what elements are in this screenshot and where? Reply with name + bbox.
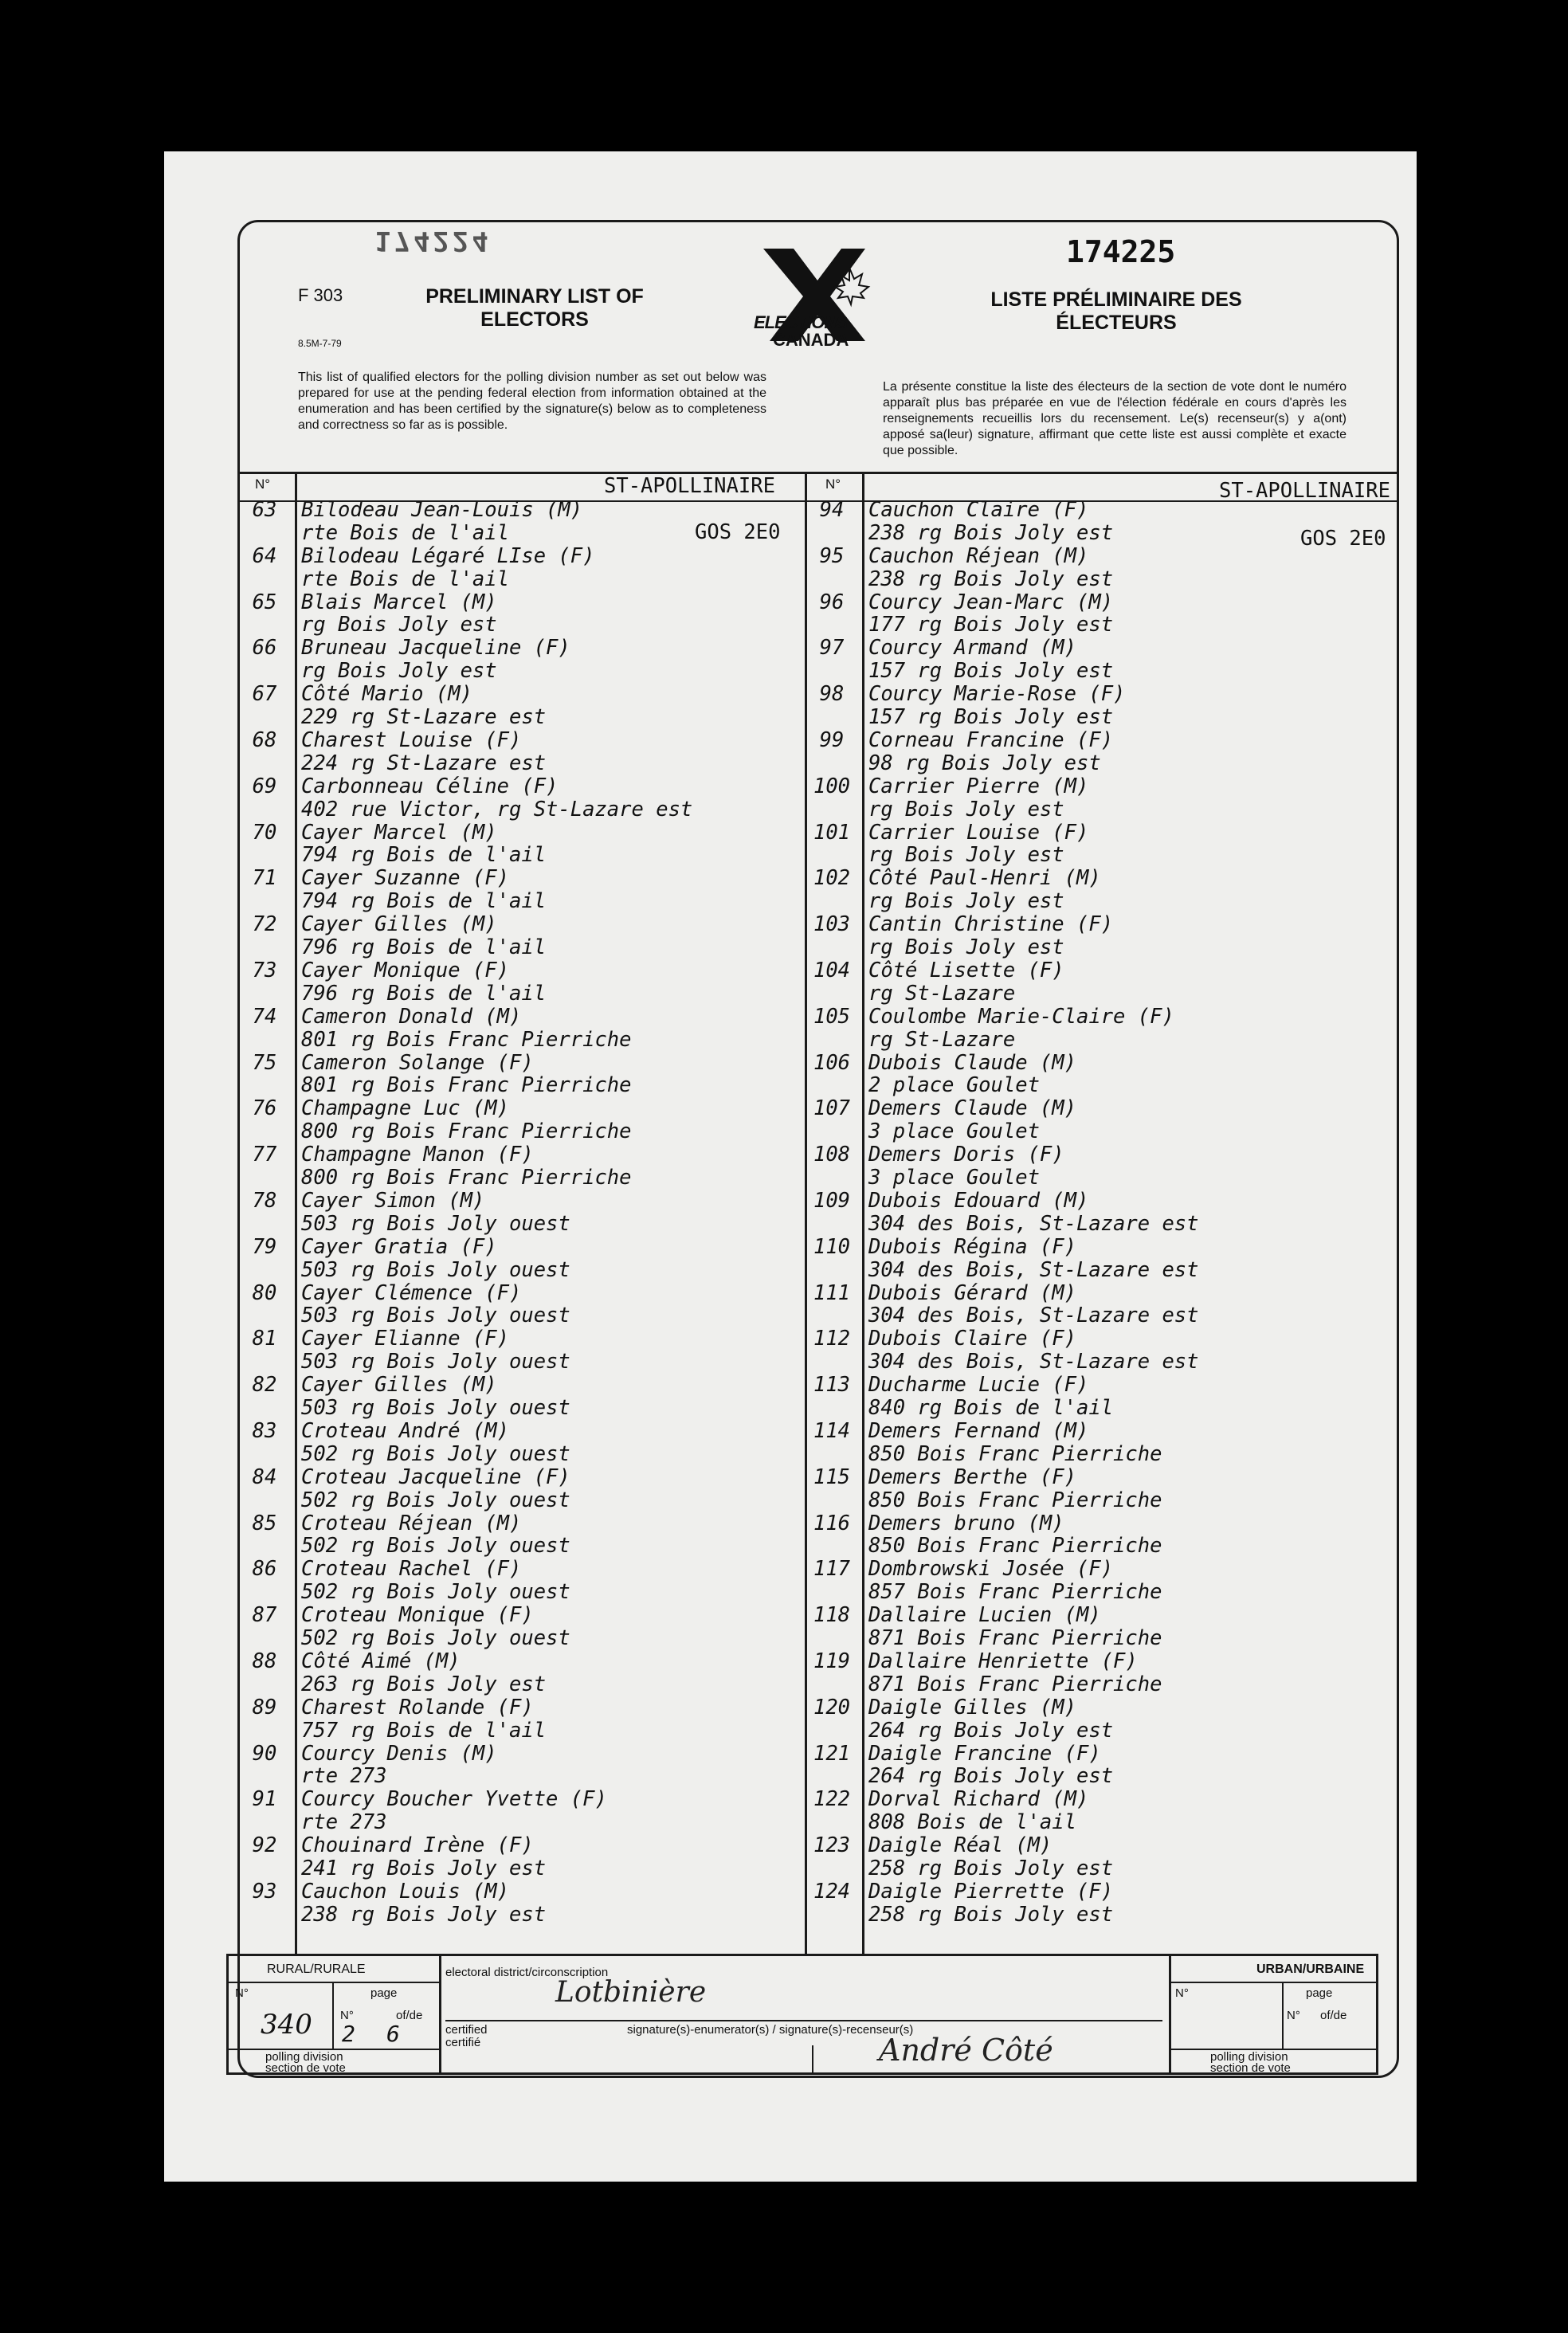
serial-number: 174225	[1066, 234, 1176, 269]
elector-number: 114	[813, 1418, 851, 1443]
elector-address: 2 place Goulet	[868, 1073, 1040, 1098]
elector-name: Dubois Claire (F)	[868, 1327, 1076, 1351]
elector-name: Courcy Denis (M)	[301, 1741, 497, 1766]
rural-label: RURAL/RURALE	[267, 1962, 366, 1976]
elector-address: 402 rue Victor, rg St-Lazare est	[301, 797, 693, 821]
elector-name: Daigle Pierrette (F)	[868, 1879, 1114, 1904]
elector-address: 263 rg Bois Joly est	[301, 1672, 547, 1696]
elector-address: 3 place Goulet	[868, 1119, 1040, 1144]
elector-entry	[805, 958, 1399, 1004]
elector-name: Cauchon Louis (M)	[301, 1879, 509, 1904]
elector-name: Dorval Richard (M)	[868, 1787, 1089, 1812]
elector-number: 80	[252, 1280, 277, 1305]
postal-code-left: GOS 2E0	[695, 520, 781, 544]
urban-no-label: N°	[1175, 1986, 1189, 2000]
elector-address: 871 Bois Franc Pierriche	[868, 1672, 1162, 1696]
elector-address: 304 des Bois, St-Lazare est	[868, 1350, 1199, 1374]
elector-address: 264 rg Bois Joly est	[868, 1764, 1114, 1789]
elector-name: Cayer Marcel (M)	[301, 820, 497, 845]
elector-address: 224 rg St-Lazare est	[301, 751, 547, 775]
elector-address: 840 rg Bois de l'ail	[868, 1396, 1114, 1421]
elector-address: 238 rg Bois Joly est	[868, 520, 1114, 545]
elector-address: rg Bois Joly est	[301, 613, 497, 637]
elector-number: 82	[252, 1373, 277, 1398]
elector-name: Demers Claude (M)	[868, 1096, 1076, 1121]
elector-number: 86	[252, 1557, 277, 1582]
elector-name: Blais Marcel (M)	[301, 590, 497, 614]
elector-entry	[237, 1188, 805, 1234]
elector-name: Dallaire Henriette (F)	[868, 1649, 1138, 1673]
elector-entry	[805, 774, 1399, 820]
rural-no-label: N°	[235, 1986, 249, 2000]
elector-entry	[805, 1741, 1399, 1787]
elector-number: 76	[252, 1096, 277, 1121]
elector-entry	[237, 1234, 805, 1280]
elector-address: 238 rg Bois Joly est	[868, 567, 1114, 591]
elector-number: 93	[252, 1879, 277, 1904]
elector-address: 503 rg Bois Joly ouest	[301, 1211, 570, 1236]
elector-name: Demers Doris (F)	[868, 1143, 1064, 1167]
elector-number: 63	[252, 498, 277, 522]
elector-entry	[237, 635, 805, 684]
elector-number: 107	[813, 1096, 851, 1121]
elector-address: 503 rg Bois Joly ouest	[301, 1350, 570, 1374]
elector-address: rte 273	[301, 1810, 387, 1835]
elector-name: Cayer Gilles (M)	[301, 1373, 497, 1398]
elector-entry	[805, 1418, 1399, 1464]
form-date: 8.5M-7-79	[298, 338, 342, 349]
elector-address: 3 place Goulet	[868, 1166, 1040, 1190]
elector-number: 117	[813, 1557, 851, 1582]
elector-name: Courcy Jean-Marc (M)	[868, 590, 1114, 614]
elector-name: Demers bruno (M)	[868, 1511, 1064, 1535]
elector-entry	[237, 1879, 805, 1925]
elector-name: Côté Mario (M)	[301, 682, 472, 707]
enumerator-signature: André Côté	[879, 2033, 1053, 2068]
elector-name: Bilodeau Légaré LIse (F)	[301, 543, 595, 568]
elector-name: Champagne Manon (F)	[301, 1143, 534, 1167]
rural-polling-division: polling division	[265, 2050, 343, 2064]
elector-address: rte Bois de l'ail	[301, 520, 509, 545]
title-french: LISTE PRÉLIMINAIRE DES ÉLECTEURS	[990, 288, 1242, 334]
elector-entry	[237, 774, 805, 820]
elector-entry	[237, 543, 805, 590]
elector-name: Dubois Régina (F)	[868, 1234, 1076, 1259]
rural-of-label: of/de	[396, 2009, 423, 2022]
footer-box	[226, 1954, 1378, 2075]
elector-entry	[237, 1556, 805, 1605]
elector-address: 304 des Bois, St-Lazare est	[868, 1211, 1199, 1236]
elector-address: rg Bois Joly est	[868, 843, 1064, 868]
elector-number: 124	[813, 1879, 851, 1904]
elector-number: 89	[252, 1695, 277, 1719]
elector-name: Daigle Francine (F)	[868, 1741, 1101, 1766]
elector-entry	[805, 1879, 1399, 1925]
elector-number: 97	[819, 636, 845, 661]
urban-page-no-label: N°	[1287, 2009, 1300, 2022]
elector-name: Dubois Edouard (M)	[868, 1188, 1089, 1213]
intro-english: This list of qualified electors for the polling division number as set out below was prepared for use at the pending federal election from information obtained at the enumeration and has been certified by the signature(s) below as to completeness and correctness so far as is possible.	[298, 371, 766, 432]
elector-name: Daigle Réal (M)	[868, 1833, 1053, 1858]
rural-page-no-label: N°	[340, 2009, 354, 2022]
elector-address: 800 rg Bois Franc Pierriche	[301, 1119, 632, 1144]
elector-name: Côté Lisette (F)	[868, 958, 1064, 982]
signature-label: signature(s)-enumerator(s) / signature(s)-recenseur(s)	[627, 2023, 914, 2037]
elector-name: Carrier Louise (F)	[868, 820, 1089, 845]
rural-section-de-vote: section de vote	[265, 2061, 346, 2075]
elector-number: 122	[813, 1787, 851, 1812]
elector-number: 106	[813, 1050, 851, 1075]
elector-number: 95	[819, 543, 845, 568]
elector-entry	[805, 1004, 1399, 1050]
certifie-label: certifié	[445, 2036, 481, 2049]
elector-entry	[237, 681, 805, 730]
urban-page-label: page	[1306, 1986, 1333, 2000]
electors-table	[237, 472, 1399, 1954]
elector-number: 67	[252, 682, 277, 707]
elector-address: 796 rg Bois de l'ail	[301, 935, 547, 960]
elector-number: 94	[819, 498, 845, 522]
elector-number: 99	[819, 727, 845, 752]
elector-number: 77	[252, 1143, 277, 1167]
polling-number: 340	[261, 2009, 312, 2041]
page-of-number: 6	[386, 2021, 400, 2047]
elector-entry	[805, 1280, 1399, 1327]
elector-address: 258 rg Bois Joly est	[868, 1857, 1114, 1880]
elector-address: 502 rg Bois Joly ouest	[301, 1626, 570, 1651]
elector-name: Cauchon Claire (F)	[868, 498, 1089, 522]
elector-number: 83	[252, 1418, 277, 1443]
elector-number: 74	[252, 1004, 277, 1029]
urban-of-label: of/de	[1320, 2009, 1347, 2022]
electoral-district-label: electoral district/circonscription	[445, 1966, 609, 1979]
elector-address: 794 rg Bois de l'ail	[301, 889, 547, 914]
elector-address: 238 rg Bois Joly est	[301, 1902, 547, 1927]
elector-number: 119	[813, 1649, 851, 1673]
elector-number: 65	[252, 590, 277, 614]
elector-entry	[237, 1142, 805, 1188]
elector-entry	[805, 1188, 1399, 1234]
elector-entry	[237, 1649, 805, 1695]
elector-entry	[237, 1326, 805, 1372]
elector-name: Charest Rolande (F)	[301, 1695, 534, 1719]
elector-name: Courcy Marie-Rose (F)	[868, 682, 1126, 707]
elector-number: 71	[252, 866, 277, 891]
stamp-number: 174224	[374, 225, 492, 257]
elector-number: 121	[813, 1741, 851, 1766]
elector-number: 116	[813, 1511, 851, 1535]
elector-name: Cayer Elianne (F)	[301, 1327, 509, 1351]
elector-number: 102	[813, 866, 851, 891]
elector-address: 850 Bois Franc Pierriche	[868, 1488, 1162, 1512]
elector-number: 90	[252, 1741, 277, 1766]
elector-number: 81	[252, 1327, 277, 1351]
electoral-district-value: Lotbinière	[555, 1976, 707, 2009]
elector-address: 757 rg Bois de l'ail	[301, 1718, 547, 1743]
elector-address: 258 rg Bois Joly est	[868, 1902, 1114, 1927]
elector-entry	[805, 635, 1399, 684]
elector-number: 92	[252, 1833, 277, 1858]
elector-number: 87	[252, 1603, 277, 1628]
elector-entry	[237, 865, 805, 912]
elector-entry	[805, 1602, 1399, 1649]
elector-address: rg Bois Joly est	[868, 797, 1064, 821]
elector-address: 796 rg Bois de l'ail	[301, 981, 547, 1006]
elector-number: 109	[813, 1188, 851, 1213]
elector-entry	[237, 727, 805, 774]
elector-name: Charest Louise (F)	[301, 727, 522, 752]
elector-name: Cayer Clémence (F)	[301, 1280, 522, 1305]
elector-entry	[237, 1418, 805, 1464]
elector-entry	[805, 1649, 1399, 1695]
elector-number: 108	[813, 1143, 851, 1167]
elector-name: Croteau Réjean (M)	[301, 1511, 522, 1535]
elector-address: 503 rg Bois Joly ouest	[301, 1304, 570, 1328]
elector-number: 84	[252, 1464, 277, 1489]
elector-number: 70	[252, 820, 277, 845]
elector-entry	[237, 912, 805, 958]
elector-entry	[805, 820, 1399, 866]
elector-number: 123	[813, 1833, 851, 1858]
elector-name: Champagne Luc (M)	[301, 1096, 509, 1121]
elector-entry	[805, 727, 1399, 774]
elector-name: Cauchon Réjean (M)	[868, 543, 1089, 568]
elector-address: 177 rg Bois Joly est	[868, 613, 1114, 637]
elector-name: Croteau Jacqueline (F)	[301, 1464, 570, 1489]
postal-code-right: GOS 2E0	[1300, 527, 1386, 551]
elector-entry	[805, 1050, 1399, 1096]
elector-name: Carbonneau Céline (F)	[301, 774, 559, 798]
elector-entry	[237, 958, 805, 1004]
elector-address: 871 Bois Franc Pierriche	[868, 1626, 1162, 1651]
elector-number: 110	[813, 1234, 851, 1259]
rural-page-label: page	[370, 1986, 398, 2000]
elector-entry	[805, 865, 1399, 912]
elector-number: 91	[252, 1787, 277, 1812]
elector-name: Ducharme Lucie (F)	[868, 1373, 1089, 1398]
elector-number: 113	[813, 1373, 851, 1398]
elector-name: Chouinard Irène (F)	[301, 1833, 534, 1858]
elector-entry	[237, 1004, 805, 1050]
elector-number: 66	[252, 636, 277, 661]
elector-entry	[805, 1786, 1399, 1833]
elector-entry	[237, 1833, 805, 1879]
table-top-rule	[237, 472, 1399, 474]
elector-address: 503 rg Bois Joly ouest	[301, 1396, 570, 1421]
elector-entry	[237, 820, 805, 866]
elector-address: 502 rg Bois Joly ouest	[301, 1441, 570, 1466]
elector-address: 850 Bois Franc Pierriche	[868, 1534, 1162, 1559]
elector-name: Dubois Claude (M)	[868, 1050, 1076, 1075]
elector-name: Côté Paul-Henri (M)	[868, 866, 1101, 891]
elector-number: 100	[813, 774, 851, 798]
elector-number: 78	[252, 1188, 277, 1213]
elector-entry	[805, 1234, 1399, 1280]
elector-entry	[237, 1511, 805, 1557]
urban-label: URBAN/URBAINE	[1256, 1962, 1365, 1976]
elector-address: 801 rg Bois Franc Pierriche	[301, 1027, 632, 1052]
elector-entry	[805, 1372, 1399, 1421]
elector-entry	[805, 1464, 1399, 1511]
elector-number: 73	[252, 958, 277, 982]
left-electors-column	[237, 497, 805, 1925]
elector-entry	[805, 497, 1399, 543]
elector-number: 103	[813, 912, 851, 937]
elector-entry	[805, 1142, 1399, 1188]
elector-address: rte 273	[301, 1764, 387, 1789]
elector-name: Côté Aimé (M)	[301, 1649, 461, 1673]
elector-entry	[237, 1050, 805, 1096]
elector-address: 503 rg Bois Joly ouest	[301, 1257, 570, 1282]
elector-entry	[237, 590, 805, 636]
elector-entry	[237, 1096, 805, 1142]
elector-number: 104	[813, 958, 851, 982]
locality-left: ST-APOLLINAIRE	[604, 474, 775, 498]
elector-number: 72	[252, 912, 277, 937]
elector-number: 112	[813, 1327, 851, 1351]
elector-number: 111	[813, 1280, 851, 1305]
elector-name: Dubois Gérard (M)	[868, 1280, 1076, 1305]
elector-name: Cameron Solange (F)	[301, 1050, 534, 1075]
elector-address: 850 Bois Franc Pierriche	[868, 1441, 1162, 1466]
elector-entry	[805, 1326, 1399, 1372]
elector-entry	[237, 1695, 805, 1741]
elector-number: 69	[252, 774, 277, 798]
elector-number: 118	[813, 1603, 851, 1628]
elector-address: rte Bois de l'ail	[301, 567, 509, 591]
elector-address: 264 rg Bois Joly est	[868, 1718, 1114, 1743]
elector-number: 120	[813, 1695, 851, 1719]
elector-address: 502 rg Bois Joly ouest	[301, 1534, 570, 1559]
elector-address: rg Bois Joly est	[868, 935, 1064, 960]
elector-entry	[805, 1511, 1399, 1557]
elector-name: Demers Berthe (F)	[868, 1464, 1076, 1489]
elector-entry	[805, 681, 1399, 730]
elector-address: 157 rg Bois Joly est	[868, 659, 1114, 684]
elector-entry	[805, 1556, 1399, 1605]
elector-address: 502 rg Bois Joly ouest	[301, 1580, 570, 1605]
elector-entry	[237, 1602, 805, 1649]
elector-address: rg Bois Joly est	[868, 889, 1064, 914]
elector-name: Courcy Boucher Yvette (F)	[301, 1787, 607, 1812]
elector-address: rg St-Lazare	[868, 1027, 1016, 1052]
elector-entry	[237, 1741, 805, 1787]
elector-number: 68	[252, 727, 277, 752]
logo-text-elections: ELECTIONS	[754, 312, 847, 332]
elector-number: 98	[819, 682, 845, 707]
elector-name: Cayer Simon (M)	[301, 1188, 485, 1213]
elector-number: 96	[819, 590, 845, 614]
intro-french: La présente constitue la liste des électeurs de la section de vote dont le numéro apparaît plus bas préparée en vue de l'élection fédérale en cours d'après les renseignements recueillis lors du recensement. Le(s) recenseur(s) y a(ont) apposé sa(leur) signature, affirmant que cette liste est aussi complète et exacte que possible.	[883, 380, 1347, 457]
elector-entry	[805, 1096, 1399, 1142]
urban-polling-division: polling division	[1210, 2050, 1288, 2064]
elector-name: Dombrowski Josée (F)	[868, 1557, 1114, 1582]
elector-address: 502 rg Bois Joly ouest	[301, 1488, 570, 1512]
elector-address: 800 rg Bois Franc Pierriche	[301, 1166, 632, 1190]
elector-address: 808 Bois de l'ail	[868, 1810, 1076, 1835]
elector-entry	[237, 1372, 805, 1421]
elector-entry	[805, 1695, 1399, 1741]
elector-entry	[237, 1280, 805, 1327]
elector-address: 241 rg Bois Joly est	[301, 1857, 547, 1880]
elector-entry	[805, 1833, 1399, 1879]
elector-name: Corneau Francine (F)	[868, 727, 1114, 752]
elector-name: Courcy Armand (M)	[868, 636, 1076, 661]
elector-number: 79	[252, 1234, 277, 1259]
no-header-left: N°	[255, 476, 271, 492]
elector-name: Dallaire Lucien (M)	[868, 1603, 1101, 1628]
elector-entry	[237, 497, 805, 543]
elector-name: Cayer Suzanne (F)	[301, 866, 509, 891]
elector-number: 64	[252, 543, 277, 568]
form-code: F 303	[298, 285, 343, 305]
elector-name: Bilodeau Jean-Louis (M)	[301, 498, 583, 522]
elector-name: Cantin Christine (F)	[868, 912, 1114, 937]
elector-address: 229 rg St-Lazare est	[301, 705, 547, 730]
page-number: 2	[342, 2021, 355, 2047]
elector-address: 157 rg Bois Joly est	[868, 705, 1114, 730]
no-header-right: N°	[825, 476, 841, 492]
title-english: PRELIMINARY LIST OF ELECTORS	[425, 285, 644, 331]
elector-address: 794 rg Bois de l'ail	[301, 843, 547, 868]
elections-canada-logo	[747, 239, 899, 359]
elector-number: 101	[813, 820, 851, 845]
elector-number: 115	[813, 1464, 851, 1489]
elector-address: 801 rg Bois Franc Pierriche	[301, 1073, 632, 1098]
elector-address: 98 rg Bois Joly est	[868, 751, 1101, 775]
elector-name: Croteau Monique (F)	[301, 1603, 534, 1628]
elector-number: 75	[252, 1050, 277, 1075]
elector-name: Cayer Monique (F)	[301, 958, 509, 982]
locality-right: ST-APOLLINAIRE	[1219, 479, 1390, 503]
elector-name: Bruneau Jacqueline (F)	[301, 636, 570, 661]
elector-address: 304 des Bois, St-Lazare est	[868, 1257, 1199, 1282]
urban-section-de-vote: section de vote	[1210, 2061, 1291, 2075]
elector-entry	[237, 1464, 805, 1511]
elector-name: Cayer Gilles (M)	[301, 912, 497, 937]
logo-text-canada: CANADA	[773, 330, 849, 350]
elector-name: Daigle Gilles (M)	[868, 1695, 1076, 1719]
certified-label: certified	[445, 2023, 488, 2037]
elector-name: Croteau André (M)	[301, 1418, 509, 1443]
elector-name: Cameron Donald (M)	[301, 1004, 522, 1029]
elector-entry	[237, 1786, 805, 1833]
elector-entry	[805, 590, 1399, 636]
elector-address: 857 Bois Franc Pierriche	[868, 1580, 1162, 1605]
elector-name: Coulombe Marie-Claire (F)	[868, 1004, 1174, 1029]
elector-name: Carrier Pierre (M)	[868, 774, 1089, 798]
elector-name: Demers Fernand (M)	[868, 1418, 1089, 1443]
elector-address: rg Bois Joly est	[301, 659, 497, 684]
elector-name: Croteau Rachel (F)	[301, 1557, 522, 1582]
elector-entry	[805, 543, 1399, 590]
elector-name: Cayer Gratia (F)	[301, 1234, 497, 1259]
elector-entry	[805, 912, 1399, 958]
right-electors-column	[805, 497, 1399, 1925]
elector-address: 304 des Bois, St-Lazare est	[868, 1304, 1199, 1328]
elector-number: 85	[252, 1511, 277, 1535]
elector-address: rg St-Lazare	[868, 981, 1016, 1006]
elector-number: 105	[813, 1004, 851, 1029]
elector-number: 88	[252, 1649, 277, 1673]
